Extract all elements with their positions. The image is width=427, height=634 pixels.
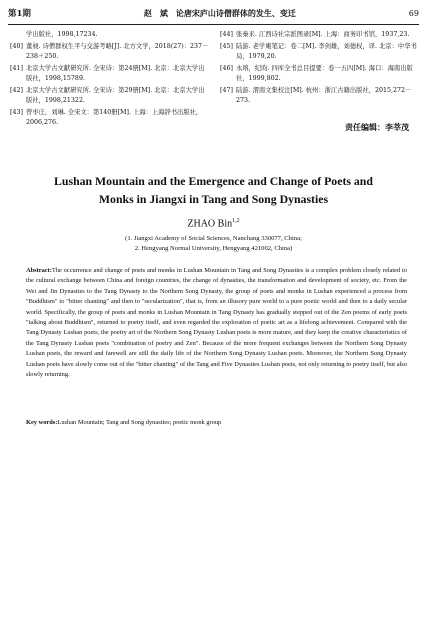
- keywords-text: Lushan Mountain; Tang and Song dynasties; poetic monk group: [57, 419, 222, 426]
- issue-number: 第1期: [8, 9, 31, 19]
- abstract: [26, 266, 407, 380]
- reference-item: [46] 永瑢，纪昀. 四库全书总目提要：卷一五四[M]. 海口：海南出版社，1999,802.: [220, 65, 413, 82]
- references-right-column: [220, 30, 420, 108]
- page-number: 69: [408, 8, 419, 18]
- reference-item: 学出版社，1998,17234.: [26, 31, 98, 38]
- keywords-label: Key words:: [26, 419, 58, 426]
- reference-item: [47] 陆游. 渭南文集校注[M]. 杭州：浙江古籍出版社，2015,272－273.: [220, 87, 412, 104]
- references-left-column: [10, 30, 210, 130]
- abstract-text: The occurrence and change of poets and monks in Lushan Mountain in Tang and Song Dynasties is a complex problem closely related to the cultural exchange between China and foreign countries, the change of dynasties, the transformation and development of society, etc. From the Wei and Jin Dynasties to the Tang Dynasty to the Northern Song Dynasty, the group of poets and monks in Lushan experienced a process from "Buddhism" to "bitter chanting" and then to "secularization", that is, from an illusory pure world to a pure poetic world and then to a daily secular world. Specifically, the group of poets and monks in Lushan Mountain in Tang Dynasty has gradually stepped out of the Zen poems of early poets "talking about Buddhism", returned to poetry itself, and even regarded the exploration of poetic art as a lifelong achievement. Compared with the Tang Dynasty Lushan poets, the poetry art of the Northern Song Dynasty Lushan poets is more mature, and they keep the creative characteristics of the Tang Dynasty Lushan poets "combination of poetry and Zen". Because of the more frequent exchanges between the Northern Song Dynasty Lushan poets, the reward and farewell are still the daily life of the Northern Song Dynasty Lushan poets. Moreover, the Northern Song Dynasty Lushan poets have slowly come out of the "bitter chanting" of the Tang and Five Dynasties Lushan poets, not only returning to poetry itself, but also slowly returning.: [26, 267, 407, 379]
- page-header: [8, 4, 419, 22]
- affiliation-2: 2. Hengyang Normal University, Hengyang 421002, China): [134, 245, 293, 252]
- abstract-label: Abstract:: [26, 267, 52, 274]
- reference-item: [41] 北京大学古文献研究所. 全宋诗：第24册[M]. 北京：北京大学出版社，1998,15789.: [10, 65, 205, 82]
- header-rule: [8, 24, 419, 25]
- affiliation-1: (1. Jiangxi Academy of Social Sciences, Nanchang 330077, China;: [125, 235, 302, 242]
- author-affiliation-marks: 1,2: [232, 218, 240, 224]
- reference-item: [40] 董昶. 诗僧群权生平与交游考略[J]. 北方文学，2018(27)：237－238＋250.: [10, 43, 209, 60]
- english-title: [0, 172, 427, 208]
- title-line-1: Lushan Mountain and the Emergence and Change of Poets and: [54, 174, 373, 188]
- reference-item: [45] 陆游. 老学庵笔记：卷二[M]. 李剑雄，刘德权，译. 北京：中华书局，1979,20.: [220, 43, 417, 60]
- title-line-2: Monks in Jiangxi in Tang and Song Dynasties: [98, 192, 329, 206]
- running-title: 赵 斌 论唐宋庐山诗僧群体的发生、变迁: [143, 7, 296, 18]
- reference-item: [42] 北京大学古文献研究所. 全宋诗：第29册[M]. 北京：北京大学出版社，1998,21322.: [10, 87, 205, 104]
- affiliations: [0, 234, 427, 254]
- keywords: [26, 418, 407, 428]
- responsible-editor: 责任编辑：李莘茂: [345, 122, 409, 132]
- reference-item: [43] 曾枣庄，刘琳. 全宋文：第140册[M]. 上海：上海辞书出版社，2006,276.: [10, 109, 203, 126]
- reference-item: [44] 张秦来. 江西诗社宗派图录[M]. 上海：商务印书馆，1937,23.: [220, 31, 410, 38]
- author: [0, 218, 427, 229]
- author-name: ZHAO Bin: [187, 218, 233, 230]
